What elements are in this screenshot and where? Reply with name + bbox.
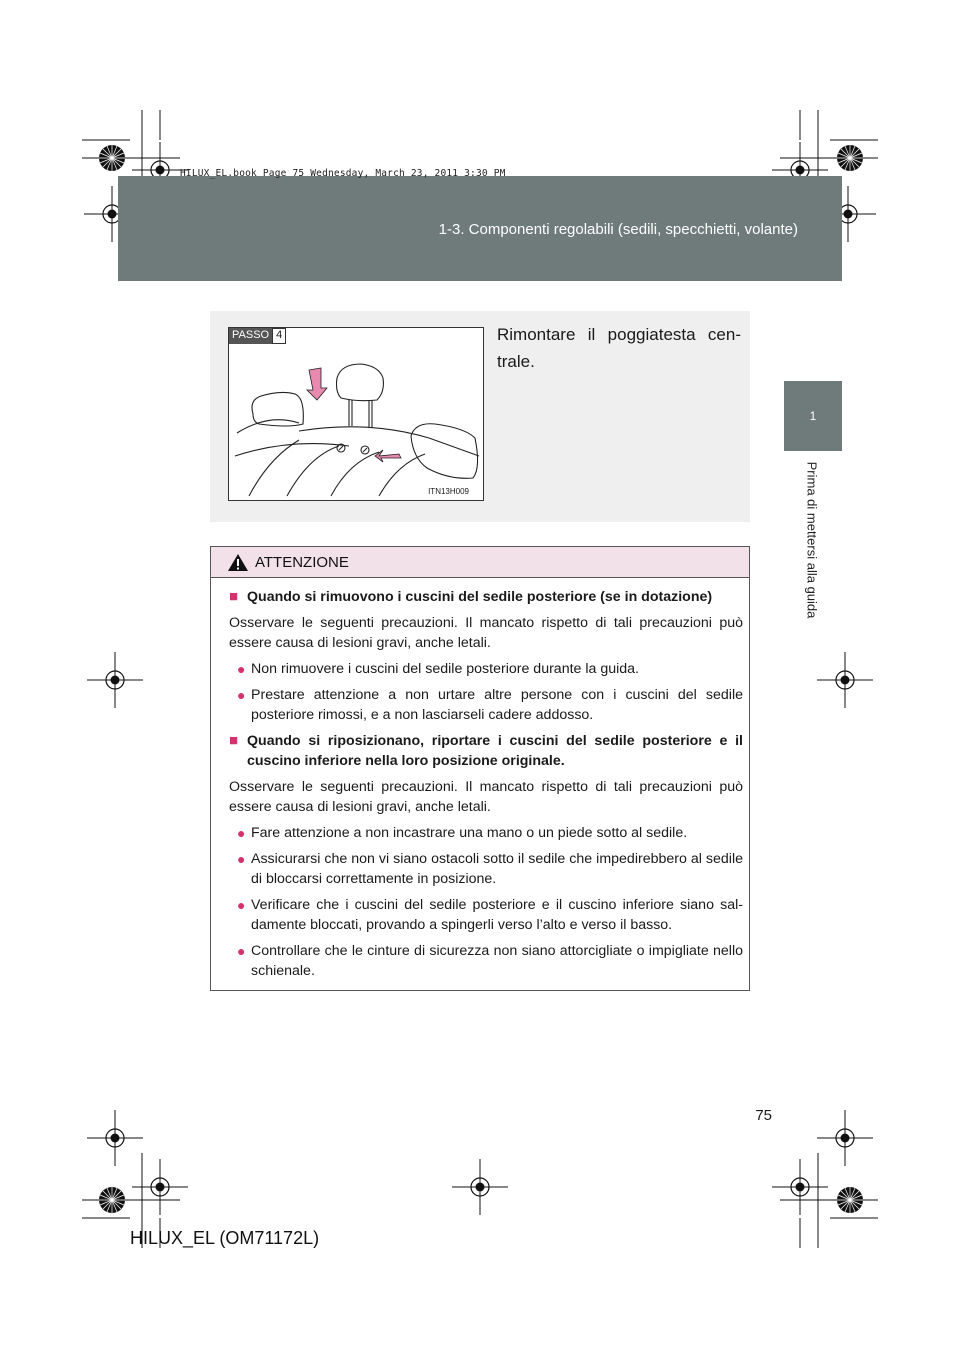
warning-section-intro: Osservare le seguenti precauzioni. Il mancato rispetto di tali precauzioni può essere causa di lesioni gravi, anche letali. [229,779,743,815]
step-badge-number: 4 [272,328,286,344]
registration-star-icon [99,1187,125,1213]
registration-star-icon [837,145,863,171]
round-bullet-icon: ● [237,943,246,959]
registration-star-icon [99,145,125,171]
step-badge-label: PASSO [229,328,272,344]
registration-target-icon [817,652,873,708]
warning-bullet: ● Non rimuovere i cuscini del sedile posteriore durante la guida. [237,661,640,677]
round-bullet-icon: ● [237,825,246,841]
warning-title: ATTENZIONE [255,554,349,571]
warning-section-intro: Osservare le seguenti precauzioni. Il mancato rispetto di tali precauzioni può essere causa di lesioni gravi, anche letali. [229,615,743,651]
chapter-tab [784,381,842,451]
registration-target-icon [772,1159,828,1215]
warning-header [211,547,749,578]
registration-star-icon [837,1187,863,1213]
footer-document-code: HILUX_EL (OM71172L) [130,1228,320,1248]
warning-body [229,587,743,987]
warning-bullet: ● Verificare che i cuscini del sedile posteriore e il cuscino inferiore siano sal-damente bloccati, provando a spingerli verso l’alto e verso il basso. [237,897,743,933]
warning-triangle-icon [227,553,249,572]
registration-target-icon [87,1110,143,1166]
headrest-drawing [229,328,483,500]
book-info-line: HILUX_EL.book Page 75 Wednesday, March 23, 2011 3:30 PM [180,168,506,179]
warning-bullet: ● Prestare attenzione a non urtare altre persone con i cuscini del sedile posteriore rimossi, e a non lasciarseli cadere addosso. [237,687,743,723]
warning-section-title: ■ Quando si rimuovono i cuscini del sedile posteriore (se in dotazione) [229,588,713,605]
registration-target-icon [452,1159,508,1215]
warning-box [210,546,750,991]
square-bullet-icon: ■ [229,732,239,749]
registration-target-icon [132,1159,188,1215]
warning-bullet: ● Assicurarsi che non vi siano ostacoli sotto il sedile che impedirebbero al sedile di bloccarsi correttamente in posizione. [237,851,743,887]
step-instruction: Rimontare il poggiatesta cen-trale. [497,325,741,371]
round-bullet-icon: ● [237,687,246,703]
round-bullet-icon: ● [237,851,246,867]
down-arrow-icon [307,368,327,400]
chapter-number: 1 [809,409,817,423]
section-header-title: 1-3. Componenti regolabili (sedili, specchietti, volante) [438,221,798,238]
warning-bullet: ● Controllare che le cinture di sicurezza non siano attorcigliate o impigliate nello schienale. [237,943,743,979]
figure-code: ITN13H009 [428,487,469,496]
registration-target-icon [817,1110,873,1166]
square-bullet-icon: ■ [229,588,239,605]
round-bullet-icon: ● [237,661,246,677]
round-bullet-icon: ● [237,897,246,913]
warning-bullet: ● Fare attenzione a non incastrare una mano o un piede sotto al sedile. [237,825,688,841]
step-badge [229,328,286,344]
warning-section-title: ■ Quando si riposizionano, riportare i cuscini del sedile posteriore e il cuscino inferiore nella loro posizione originale. [229,732,743,769]
chapter-title: Prima di mettersi alla guida [804,461,820,619]
page-number: 75 [755,1107,772,1124]
headrest-illustration [228,327,484,501]
registration-target-icon [87,652,143,708]
